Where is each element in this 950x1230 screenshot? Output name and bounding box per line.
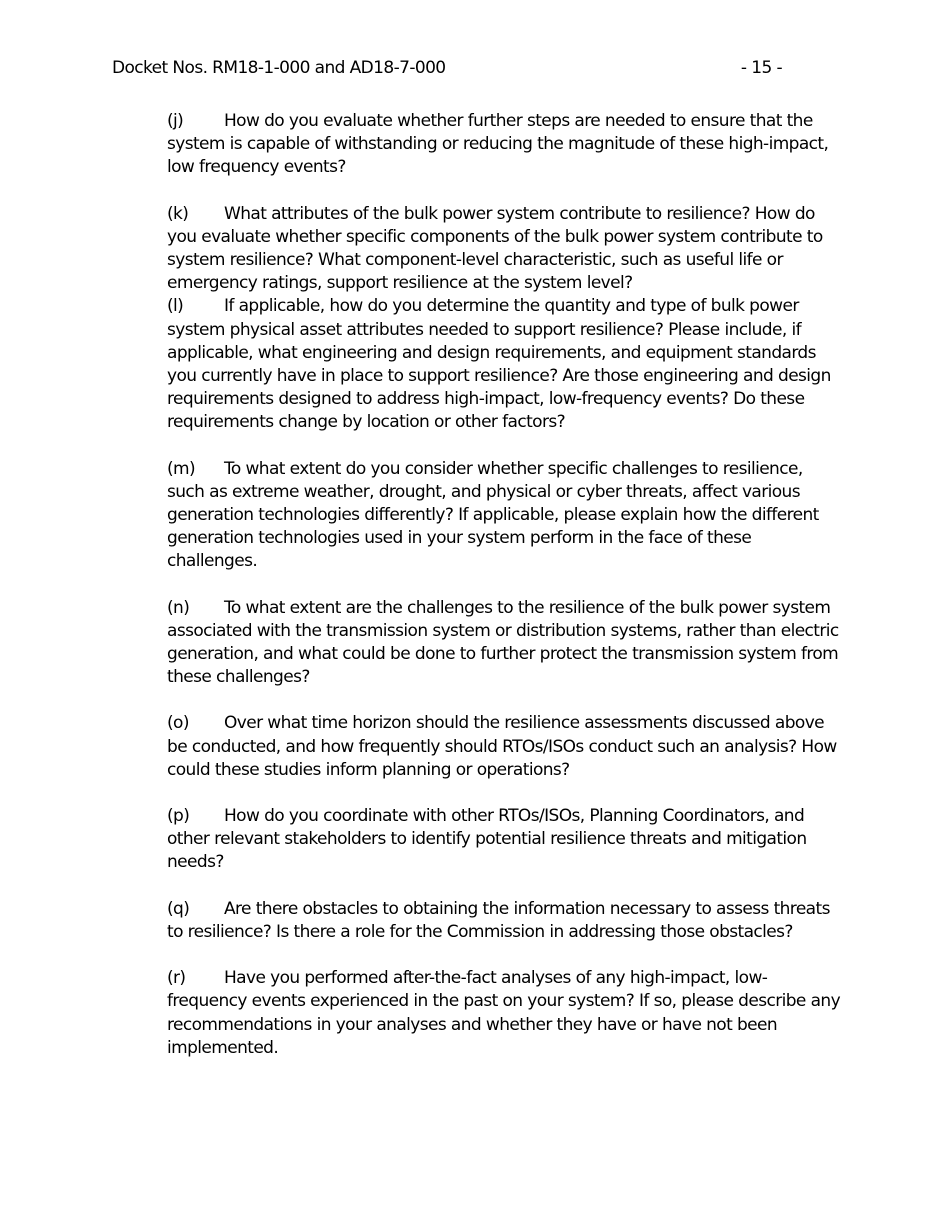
question-text: How do you evaluate whether further steps are needed to ensure that the system is capable of withstanding or reducing the magnitude of these high-impact, low frequency events? [167,111,829,178]
question-label: (r) [167,968,186,989]
question-label: (n) [167,597,190,618]
question-label: (m) [167,458,196,479]
question-text: How do you coordinate with other RTOs/ISOs, Planning Coordinators, and other relevant stakeholders to identify potential resilience threats and mitigation needs? [167,806,807,873]
question-label: (o) [167,713,189,734]
question-m [167,458,842,574]
question-n [167,597,842,690]
question-q [167,898,842,944]
question-text: What attributes of the bulk power system contribute to resilience? How do you evaluate whether specific components of the bulk power system contribute to system resilience? What component-level characteristic, such as useful life or emergency ratings, support resilience at the system level? [167,203,823,294]
question-label: (q) [167,898,190,919]
question-list [167,110,842,1083]
question-label: (k) [167,203,189,224]
question-label: (p) [167,806,190,827]
question-text: Are there obstacles to obtaining the information necessary to assess threats to resilience? Is there a role for the Commission in addressing those obstacles? [167,898,830,942]
question-l [167,295,842,434]
question-r [167,967,842,1060]
page-number: - 15 - [740,58,782,78]
docket-number: Docket Nos. RM18-1-000 and AD18-7-000 [112,58,446,78]
question-p [167,805,842,875]
question-j [167,110,842,180]
page-header [112,56,784,80]
question-text: To what extent are the challenges to the resilience of the bulk power system associated with the transmission system or distribution systems, rather than electric generation, and what could be done to further protect the transmission system from these challenges? [167,597,839,688]
question-text: To what extent do you consider whether specific challenges to resilience, such as extreme weather, drought, and physical or cyber threats, affect various generation technologies differently? If applicable, please explain how the different generation technologies used in your system perform in the face of these challenges. [167,458,819,572]
question-o [167,712,842,782]
question-text: Over what time horizon should the resilience assessments discussed above be conducted, and how frequently should RTOs/ISOs conduct such an analysis? How could these studies inform planning or operations? [167,713,837,780]
question-text: Have you performed after-the-fact analyses of any high-impact, low-frequency events experienced in the past on your system? If so, please describe any recommendations in your analyses and whether they have or have not been implemented. [167,968,841,1058]
question-text: If applicable, how do you determine the quantity and type of bulk power system physical asset attributes needed to support resilience? Please include, if applicable, what engineering and design requirements, and equipment standards you currently have in place to support resilience? Are those engineering and design requirements designed to address high-impact, low-frequency events? Do these requirements change by location or other factors? [167,296,831,433]
question-label: (j) [167,111,184,131]
question-k [167,203,842,296]
question-label: (l) [167,296,184,317]
